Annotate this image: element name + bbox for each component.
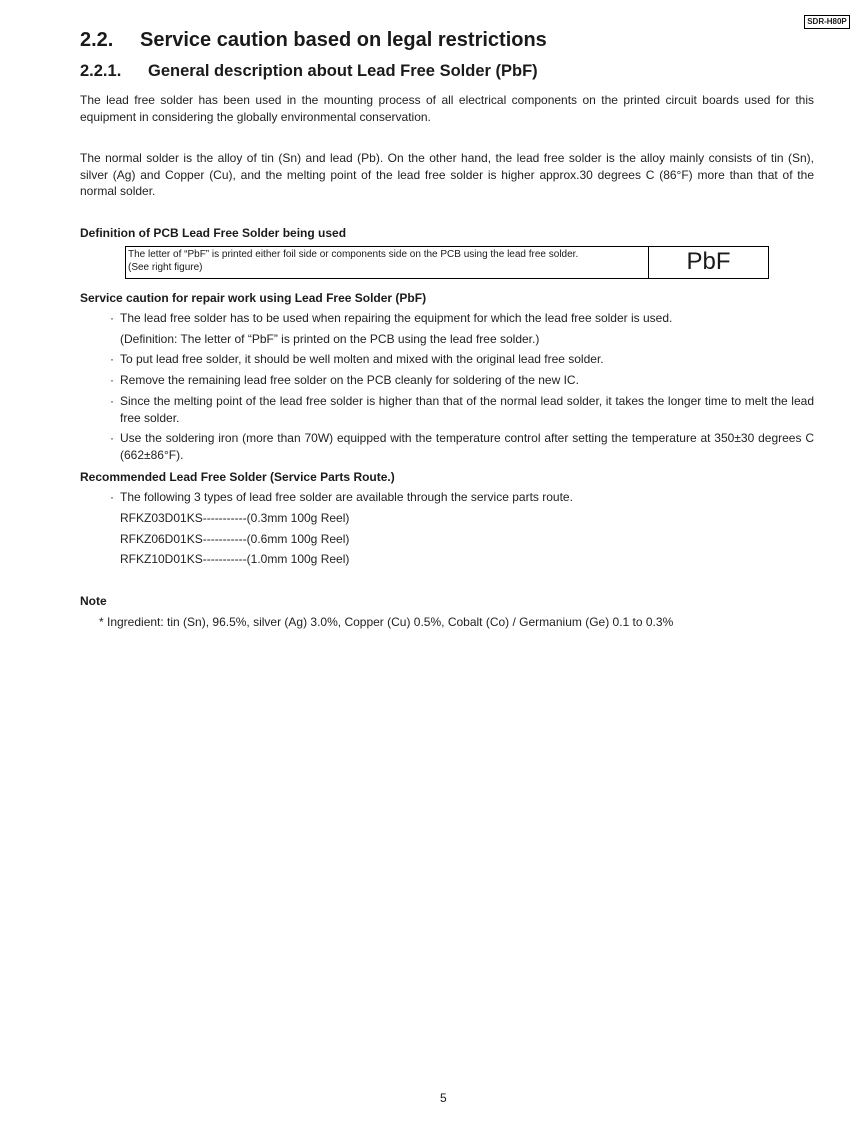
caution-item: · Use the soldering iron (more than 70W) equipped with the temperature control after setting the temperature at 350±30 degrees C (662±86°F). (110, 431, 814, 462)
paragraph-alloy: The normal solder is the alloy of tin (Sn) and lead (Pb). On the other hand, the lead free solder is the alloy mainly consists of tin (Sn), silver (Ag) and Copper (Cu), and the melting point of the lead free solder is higher approx.30 degrees C (86°F) more than that of the normal solder. (80, 151, 814, 198)
subsection-number: 2.2.1. (80, 62, 122, 80)
page-number: 5 (440, 1091, 447, 1105)
subsection-title: General description about Lead Free Solder (PbF) (148, 62, 538, 80)
note-heading: Note (80, 594, 107, 608)
caution-item: · Since the melting point of the lead free solder is higher than that of the normal lead solder, it takes the longer time to melt the lead free solder. (110, 394, 814, 425)
bullet-icon: · (110, 490, 114, 504)
model-tag: SDR-H80P (804, 15, 850, 29)
part-number-item: RFKZ03D01KS-----------(0.3mm 100g Reel) (120, 511, 350, 525)
section-heading (80, 29, 547, 52)
bullet-icon: · (110, 311, 114, 325)
caution-heading: Service caution for repair work using Lead Free Solder (PbF) (80, 291, 427, 305)
bullet-icon: · (110, 352, 114, 366)
bullet-icon: · (110, 431, 114, 445)
definition-line-1: The letter of “PbF” is printed either foil side or components side on the PCB using the lead free solder. (128, 249, 579, 260)
subsection-heading (80, 62, 538, 81)
section-number: 2.2. (80, 29, 114, 51)
caution-item: · The lead free solder has to be used when repairing the equipment for which the lead free solder is used. (110, 311, 673, 325)
recommended-intro: · The following 3 types of lead free solder are available through the service parts route. (110, 490, 573, 504)
bullet-icon: · (110, 394, 114, 408)
caution-item: · Remove the remaining lead free solder on the PCB cleanly for soldering of the new IC. (110, 373, 579, 387)
recommended-heading: Recommended Lead Free Solder (Service Parts Route.) (80, 470, 395, 484)
definition-heading: Definition of PCB Lead Free Solder being used (80, 226, 347, 240)
definition-line-2: (See right figure) (128, 262, 203, 273)
section-title: Service caution based on legal restrictions (140, 29, 547, 51)
part-number-item: RFKZ10D01KS-----------(1.0mm 100g Reel) (120, 552, 350, 566)
bullet-icon: · (110, 373, 114, 387)
pbf-mark: PbF (686, 248, 731, 275)
note-text: * Ingredient: tin (Sn), 96.5%, silver (Ag) 3.0%, Copper (Cu) 0.5%, Cobalt (Co) / Germanium (Ge) 0.1 to 0.3% (99, 615, 674, 629)
definition-table (125, 246, 769, 279)
part-number-item: RFKZ06D01KS-----------(0.6mm 100g Reel) (120, 532, 350, 546)
caution-item: (Definition: The letter of “PbF” is printed on the PCB using the lead free solder.) (120, 332, 540, 346)
definition-text-cell (126, 247, 649, 278)
paragraph-intro: The lead free solder has been used in the mounting process of all electrical components on the printed circuit boards used for this equipment in considering the globally environmental conservation. (80, 93, 814, 124)
caution-item: · To put lead free solder, it should be well molten and mixed with the original lead free solder. (110, 352, 604, 366)
